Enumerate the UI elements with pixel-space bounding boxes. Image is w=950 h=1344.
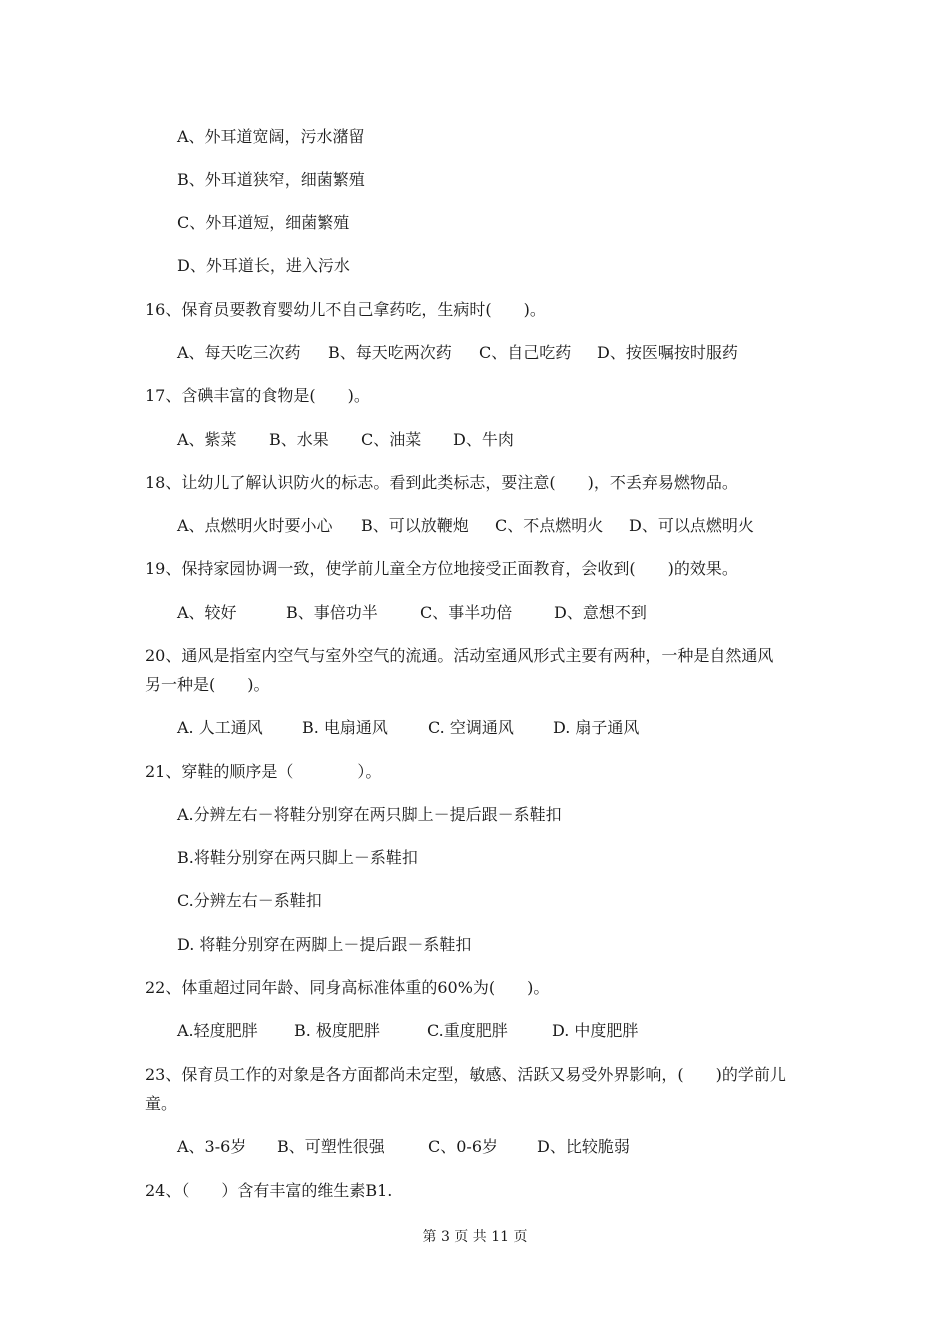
option-c: C、事半功倍 bbox=[420, 603, 513, 622]
option-d: D. 扇子通风 bbox=[553, 718, 640, 737]
question-19: 19、保持家园协调一致，使学前儿童全方位地接受正面教育，会收到( )的效果。 bbox=[145, 559, 738, 578]
question-19-options bbox=[177, 603, 647, 623]
question-21-option-a: A.分辨左右－将鞋分别穿在两只脚上－提后跟－系鞋扣 bbox=[177, 805, 562, 824]
option-c: C.重度肥胖 bbox=[427, 1021, 508, 1040]
option-a: A、紫菜 bbox=[177, 430, 237, 449]
option-b: B、可以放鞭炮 bbox=[361, 516, 469, 535]
option-a: A、每天吃三次药 bbox=[177, 343, 301, 362]
question-18: 18、让幼儿了解认识防火的标志。看到此类标志，要注意( )，不丢弃易燃物品。 bbox=[145, 473, 738, 492]
option-d: D、按医嘱按时服药 bbox=[597, 343, 738, 362]
option-a: A. 人工通风 bbox=[177, 718, 263, 737]
option-c: C、不点燃明火 bbox=[495, 516, 604, 535]
option-b: B. 电扇通风 bbox=[302, 718, 388, 737]
question-17-options bbox=[177, 430, 514, 450]
question-21-option-b: B.将鞋分别穿在两只脚上－系鞋扣 bbox=[177, 848, 418, 867]
option-a: A、点燃明火时要小心 bbox=[177, 516, 333, 535]
option-a: A、3-6岁 bbox=[177, 1137, 247, 1156]
option-d: D、可以点燃明火 bbox=[629, 516, 754, 535]
question-22-options bbox=[177, 1021, 638, 1041]
option-b: B、可塑性很强 bbox=[277, 1137, 385, 1156]
option-b: B、每天吃两次药 bbox=[328, 343, 452, 362]
question-17: 17、含碘丰富的食物是( )。 bbox=[145, 386, 370, 405]
option-b: B、事倍功半 bbox=[286, 603, 378, 622]
question-21-option-c: C.分辨左右－系鞋扣 bbox=[177, 891, 322, 910]
page-footer: 第 3 页 共 11 页 bbox=[422, 1229, 528, 1245]
q15-option-b: B、外耳道狭窄，细菌繁殖 bbox=[177, 170, 365, 189]
option-b: B、水果 bbox=[269, 430, 329, 449]
question-16-options bbox=[177, 343, 738, 363]
q15-option-d: D、外耳道长，进入污水 bbox=[177, 256, 350, 275]
option-d: D、牛肉 bbox=[453, 430, 514, 449]
question-18-options bbox=[177, 516, 754, 536]
question-23-options bbox=[177, 1137, 630, 1157]
option-d: D、意想不到 bbox=[554, 603, 647, 622]
question-20-line1: 20、通风是指室内空气与室外空气的流通。活动室通风形式主要有两种，一种是自然通风 bbox=[145, 646, 774, 665]
option-c: C、0-6岁 bbox=[428, 1137, 499, 1156]
question-16: 16、保育员要教育婴幼儿不自己拿药吃，生病时( )。 bbox=[145, 300, 546, 319]
option-c: C、自己吃药 bbox=[479, 343, 572, 362]
option-a: A、较好 bbox=[177, 603, 237, 622]
q15-option-c: C、外耳道短，细菌繁殖 bbox=[177, 213, 350, 232]
question-24: 24、（ ）含有丰富的维生素B1. bbox=[145, 1181, 393, 1200]
question-22: 22、体重超过同年龄、同身高标准体重的60%为( )。 bbox=[145, 978, 550, 997]
question-21: 21、穿鞋的顺序是（ ）。 bbox=[145, 762, 382, 781]
question-23-line1: 23、保育员工作的对象是各方面都尚未定型，敏感、活跃又易受外界影响，( )的学前儿 bbox=[145, 1065, 786, 1084]
question-20-options bbox=[177, 718, 639, 738]
option-b: B. 极度肥胖 bbox=[294, 1021, 380, 1040]
option-c: C、油菜 bbox=[361, 430, 422, 449]
question-23-line2: 童。 bbox=[145, 1094, 178, 1113]
option-d: D. 中度肥胖 bbox=[552, 1021, 639, 1040]
question-21-option-d: D. 将鞋分别穿在两脚上－提后跟－系鞋扣 bbox=[177, 935, 472, 954]
question-20-line2: 另一种是( )。 bbox=[145, 675, 270, 694]
option-d: D、比较脆弱 bbox=[537, 1137, 630, 1156]
option-a: A.轻度肥胖 bbox=[177, 1021, 258, 1040]
option-c: C. 空调通风 bbox=[428, 718, 514, 737]
q15-option-a: A、外耳道宽阔，污水潴留 bbox=[177, 127, 365, 146]
